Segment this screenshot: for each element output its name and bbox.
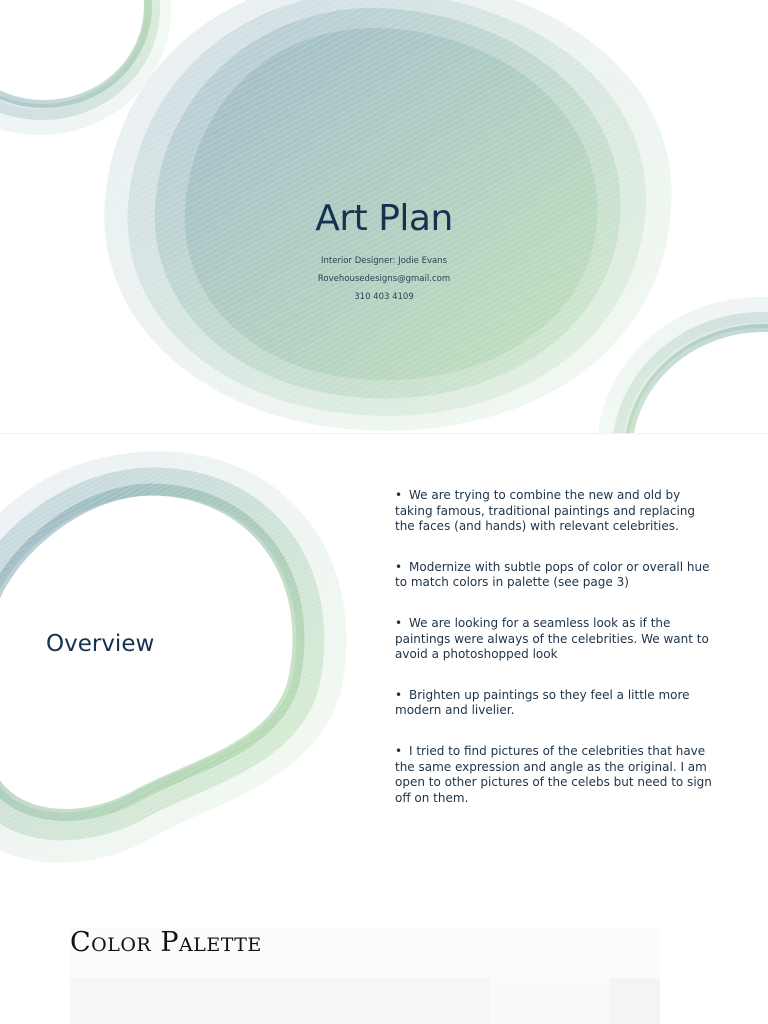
contact-email: Rovehousedesigns@gmail.com [317,274,451,284]
palette-heading: Color Palette [70,927,262,958]
bullet-text: Modernize with subtle pops of color or overall hue to match colors in palette (see page 3) [395,559,710,590]
presentation-title: Art Plan [315,198,453,239]
palette-swatch [490,978,610,1024]
bullet-glyph: • [395,687,403,702]
overview-slide [0,433,768,884]
list-item [395,488,715,535]
palette-swatch [610,978,660,1024]
bullet-glyph: • [395,615,403,630]
palette-swatch [70,978,490,1024]
list-item [395,744,715,806]
bullet-text: We are looking for a seamless look as if the paintings were always of the celebrities. We want to avoid a photoshopped look [395,615,709,662]
overview-heading: Overview [46,631,155,657]
contact-phone: 310 403 4109 [354,292,414,302]
title-slide [0,0,768,433]
bullet-glyph: • [395,488,403,502]
designer-name: Interior Designer: Jodie Evans [320,256,448,266]
bullet-text: I tried to find pictures of the celebrities that have the same expression and angle as the original. I am open to other pictures of the celebs but need to sign off on them. [395,743,712,805]
list-item [395,616,715,663]
overview-bullet-list [395,488,715,806]
palette-slide [0,883,768,1024]
list-item [395,688,715,719]
bullet-text: Brighten up paintings so they feel a little more modern and livelier. [395,687,690,718]
title-block [234,196,534,306]
bullet-glyph: • [395,743,403,758]
list-item [395,560,715,591]
bullet-glyph: • [395,559,403,574]
bullet-text: We are trying to combine the new and old by taking famous, traditional paintings and replacing the faces (and hands) with relevant celebrities. [395,488,696,534]
